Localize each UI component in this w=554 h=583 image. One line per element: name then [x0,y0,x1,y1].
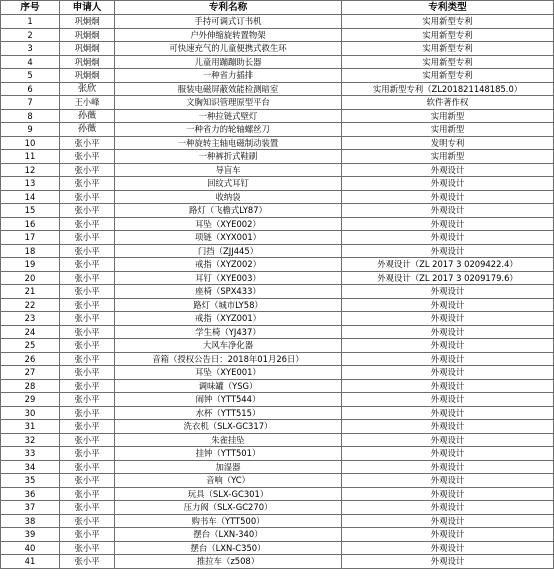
cell-patent-name[interactable]: 座椅（SPX433） [115,285,342,299]
table-row [1,298,554,312]
cell-patent-name[interactable]: 手持可调式订书机 [115,15,342,29]
cell-patent-name[interactable]: 音响（YC） [115,474,342,488]
cell-patent-type[interactable]: 实用新型 [342,109,554,123]
cell-applicant[interactable]: 张欣 [60,82,115,96]
table-row [1,69,554,83]
cell-patent-name[interactable]: 水杯（YTT515） [115,406,342,420]
cell-patent-type[interactable]: 外观设计 [342,433,554,447]
cell-patent-type[interactable]: 实用新型专利 [342,55,554,69]
cell-patent-type[interactable]: 外观设计 [342,474,554,488]
cell-applicant[interactable]: 张小平 [60,298,115,312]
cell-number[interactable]: 24 [1,325,60,339]
cell-applicant[interactable]: 张小平 [60,433,115,447]
cell-patent-type[interactable]: 外观设计 [342,541,554,555]
cell-patent-name[interactable]: 回纹式耳钉 [115,177,342,191]
cell-patent-name[interactable]: 路灯（飞檐式LY87） [115,204,342,218]
cell-patent-type[interactable]: 实用新型 [342,150,554,164]
cell-patent-type[interactable]: 实用新型专利 [342,15,554,29]
cell-patent-type[interactable]: 外观设计 [342,177,554,191]
cell-patent-name[interactable]: 一种省力的轮轴螺丝刀 [115,123,342,137]
cell-number[interactable]: 16 [1,217,60,231]
cell-patent-type[interactable]: 外观设计（ZL 2017 3 0209179.6） [342,271,554,285]
cell-applicant[interactable]: 张小平 [60,190,115,204]
cell-patent-type[interactable]: 外观设计 [342,204,554,218]
cell-number[interactable]: 33 [1,447,60,461]
cell-patent-name[interactable]: 儿童用蹦蹦助长器 [115,55,342,69]
cell-applicant[interactable]: 王小峰 [60,96,115,110]
cell-patent-type[interactable]: 外观设计 [342,487,554,501]
cell-number[interactable]: 36 [1,487,60,501]
cell-applicant[interactable]: 张小平 [60,460,115,474]
table-row [1,136,554,150]
cell-number[interactable]: 23 [1,312,60,326]
cell-patent-type[interactable]: 外观设计 [342,298,554,312]
cell-number[interactable]: 7 [1,96,60,110]
cell-applicant[interactable]: 张小平 [60,555,115,569]
cell-patent-name[interactable]: 项链（XYX001） [115,231,342,245]
table-row [1,460,554,474]
table-row [1,528,554,542]
table-row [1,163,554,177]
cell-patent-type[interactable]: 外观设计 [342,231,554,245]
cell-number[interactable]: 4 [1,55,60,69]
table-row [1,474,554,488]
table-row [1,514,554,528]
cell-number[interactable]: 40 [1,541,60,555]
cell-number[interactable]: 3 [1,42,60,56]
cell-patent-name[interactable]: 音箱（授权公告日：2018年01月26日） [115,352,342,366]
cell-number[interactable]: 10 [1,136,60,150]
cell-patent-type[interactable]: 实用新型专利 [342,42,554,56]
cell-patent-name[interactable]: 可快速充气的儿童便携式救生环 [115,42,342,56]
cell-number[interactable]: 22 [1,298,60,312]
table-row [1,96,554,110]
table-row [1,258,554,272]
cell-number[interactable]: 26 [1,352,60,366]
cell-patent-name[interactable]: 调味罐（YSG） [115,379,342,393]
cell-applicant[interactable]: 张小平 [60,366,115,380]
cell-patent-type[interactable]: 实用新型专利（ZL201821148185.0） [342,82,554,96]
cell-applicant[interactable]: 巩炯炯 [60,69,115,83]
table-row [1,204,554,218]
cell-number[interactable]: 13 [1,177,60,191]
cell-patent-type[interactable]: 外观设计（ZL 2017 3 0209422.4） [342,258,554,272]
cell-patent-name[interactable]: 路灯（城市LY58） [115,298,342,312]
header-number[interactable]: 序号 [1,1,60,15]
table-row [1,82,554,96]
cell-patent-type[interactable]: 外观设计 [342,514,554,528]
cell-applicant[interactable]: 巩炯炯 [60,42,115,56]
cell-patent-name[interactable]: 耳钉（XYE003） [115,271,342,285]
cell-applicant[interactable]: 张小平 [60,487,115,501]
table-row [1,501,554,515]
header-applicant[interactable]: 申请人 [60,1,115,15]
cell-patent-name[interactable]: 服装电磁屏蔽效能检测暗室 [115,82,342,96]
header-patent-type[interactable]: 专利类型 [342,1,554,15]
cell-number[interactable]: 29 [1,393,60,407]
cell-applicant[interactable]: 张小平 [60,501,115,515]
cell-patent-name[interactable]: 戒指（XYZ002） [115,258,342,272]
cell-applicant[interactable]: 张小平 [60,271,115,285]
table-row [1,487,554,501]
cell-patent-type[interactable]: 外观设计 [342,163,554,177]
cell-applicant[interactable]: 张小平 [60,339,115,353]
cell-patent-type[interactable]: 外观设计 [342,285,554,299]
cell-patent-type[interactable]: 外观设计 [342,366,554,380]
cell-number[interactable]: 6 [1,82,60,96]
cell-patent-type[interactable]: 外观设计 [342,393,554,407]
cell-applicant[interactable]: 巩炯炯 [60,15,115,29]
cell-patent-type[interactable]: 外观设计 [342,379,554,393]
cell-number[interactable]: 34 [1,460,60,474]
table-row [1,190,554,204]
cell-number[interactable]: 25 [1,339,60,353]
cell-applicant[interactable]: 张小平 [60,163,115,177]
cell-number[interactable]: 2 [1,28,60,42]
cell-number[interactable]: 30 [1,406,60,420]
cell-number[interactable]: 8 [1,109,60,123]
table-row [1,447,554,461]
cell-number[interactable]: 32 [1,433,60,447]
cell-applicant[interactable]: 孙薇 [60,123,115,137]
cell-patent-name[interactable]: 洗衣机（SLX-GC317） [115,420,342,434]
cell-patent-name[interactable]: 加湿器 [115,460,342,474]
cell-number[interactable]: 1 [1,15,60,29]
cell-applicant[interactable]: 张小平 [60,258,115,272]
cell-applicant[interactable]: 张小平 [60,177,115,191]
cell-number[interactable]: 9 [1,123,60,137]
cell-patent-type[interactable]: 外观设计 [342,447,554,461]
cell-patent-type[interactable]: 外观设计 [342,528,554,542]
cell-number[interactable]: 21 [1,285,60,299]
table-row [1,393,554,407]
cell-applicant[interactable]: 张小平 [60,312,115,326]
table-row [1,420,554,434]
cell-patent-name[interactable]: 推拉车（z508） [115,555,342,569]
cell-number[interactable]: 15 [1,204,60,218]
cell-number[interactable]: 5 [1,69,60,83]
table-row [1,231,554,245]
cell-patent-name[interactable]: 摆台（LXN-C350） [115,541,342,555]
table-row [1,339,554,353]
cell-patent-name[interactable]: 文胸知识管理原型平台 [115,96,342,110]
cell-patent-type[interactable]: 外观设计 [342,501,554,515]
cell-patent-type[interactable]: 外观设计 [342,460,554,474]
cell-number[interactable]: 12 [1,163,60,177]
table-row [1,177,554,191]
cell-patent-type[interactable]: 实用新型专利 [342,69,554,83]
cell-patent-name[interactable]: 购书车（YTT500） [115,514,342,528]
table-row [1,555,554,569]
table-row [1,271,554,285]
cell-patent-type[interactable]: 软件著作权 [342,96,554,110]
cell-patent-name[interactable]: 压力阀（SLX-GC270） [115,501,342,515]
table-row [1,379,554,393]
cell-patent-name[interactable]: 学生椅（YJ437） [115,325,342,339]
header-patent-name[interactable]: 专利名称 [115,1,342,15]
cell-number[interactable]: 39 [1,528,60,542]
cell-applicant[interactable]: 张小平 [60,541,115,555]
cell-number[interactable]: 41 [1,555,60,569]
cell-patent-name[interactable]: 朱雀挂坠 [115,433,342,447]
cell-patent-type[interactable]: 外观设计 [342,244,554,258]
cell-applicant[interactable]: 张小平 [60,285,115,299]
cell-patent-type[interactable]: 外观设计 [342,406,554,420]
cell-applicant[interactable]: 张小平 [60,393,115,407]
table-row [1,109,554,123]
table-row [1,150,554,164]
cell-applicant[interactable]: 张小平 [60,406,115,420]
table-row [1,433,554,447]
cell-patent-type[interactable]: 外观设计 [342,555,554,569]
table-row [1,55,554,69]
cell-patent-name[interactable]: 门挡（ZJJ445） [115,244,342,258]
table-row [1,15,554,29]
cell-applicant[interactable]: 张小平 [60,352,115,366]
cell-patent-type[interactable]: 外观设计 [342,325,554,339]
cell-applicant[interactable]: 张小平 [60,136,115,150]
cell-applicant[interactable]: 孙薇 [60,109,115,123]
cell-patent-type[interactable]: 外观设计 [342,339,554,353]
cell-number[interactable]: 20 [1,271,60,285]
cell-number[interactable]: 37 [1,501,60,515]
cell-applicant[interactable]: 张小平 [60,447,115,461]
cell-patent-type[interactable]: 实用新型 [342,123,554,137]
table-row [1,366,554,380]
cell-number[interactable]: 19 [1,258,60,272]
cell-patent-name[interactable]: 一种省力插排 [115,69,342,83]
cell-patent-name[interactable]: 导盲车 [115,163,342,177]
table-row [1,244,554,258]
cell-patent-name[interactable]: 玩具（SLX-GC301） [115,487,342,501]
cell-patent-type[interactable]: 外观设计 [342,312,554,326]
table-row [1,352,554,366]
cell-patent-name[interactable]: 挂钟（YTT501） [115,447,342,461]
table-body [1,15,554,569]
cell-applicant[interactable]: 张小平 [60,420,115,434]
cell-patent-name[interactable]: 收纳袋 [115,190,342,204]
table-row [1,28,554,42]
cell-patent-name[interactable]: 闹钟（YTT544） [115,393,342,407]
cell-applicant[interactable]: 张小平 [60,217,115,231]
cell-number[interactable]: 28 [1,379,60,393]
cell-patent-type[interactable]: 外观设计 [342,352,554,366]
cell-patent-type[interactable]: 外观设计 [342,190,554,204]
cell-applicant[interactable]: 张小平 [60,528,115,542]
cell-number[interactable]: 31 [1,420,60,434]
cell-applicant[interactable]: 张小平 [60,204,115,218]
cell-patent-type[interactable]: 外观设计 [342,217,554,231]
table-row [1,325,554,339]
cell-patent-name[interactable]: 摆台（LXN-340） [115,528,342,542]
cell-patent-type[interactable]: 外观设计 [342,420,554,434]
cell-number[interactable]: 17 [1,231,60,245]
cell-applicant[interactable]: 张小平 [60,150,115,164]
cell-applicant[interactable]: 张小平 [60,474,115,488]
table-row [1,312,554,326]
cell-patent-name[interactable]: 一种旋转主轴电磁制动装置 [115,136,342,150]
cell-patent-name[interactable]: 户外伸缩旋转置物架 [115,28,342,42]
cell-number[interactable]: 14 [1,190,60,204]
cell-patent-type[interactable]: 发明专利 [342,136,554,150]
table-row [1,406,554,420]
cell-patent-name[interactable]: 戒指（XYZ001） [115,312,342,326]
cell-number[interactable]: 38 [1,514,60,528]
table-row [1,541,554,555]
cell-number[interactable]: 35 [1,474,60,488]
cell-number[interactable]: 11 [1,150,60,164]
cell-patent-name[interactable]: 一种拉链式壁灯 [115,109,342,123]
cell-applicant[interactable]: 张小平 [60,379,115,393]
header-row [1,1,554,15]
cell-number[interactable]: 18 [1,244,60,258]
cell-applicant[interactable]: 巩炯炯 [60,55,115,69]
cell-applicant[interactable]: 巩炯炯 [60,28,115,42]
cell-patent-name[interactable]: 耳坠（XYE002） [115,217,342,231]
table-row [1,217,554,231]
cell-patent-name[interactable]: 一种裤折式鞋刷 [115,150,342,164]
cell-number[interactable]: 27 [1,366,60,380]
cell-applicant[interactable]: 张小平 [60,325,115,339]
cell-patent-name[interactable]: 大风车净化器 [115,339,342,353]
cell-applicant[interactable]: 张小平 [60,244,115,258]
table-row [1,42,554,56]
cell-applicant[interactable]: 张小平 [60,231,115,245]
cell-patent-name[interactable]: 耳坠（XYE001） [115,366,342,380]
table-row [1,285,554,299]
table-row [1,123,554,137]
cell-applicant[interactable]: 张小平 [60,514,115,528]
cell-patent-type[interactable]: 实用新型专利 [342,28,554,42]
